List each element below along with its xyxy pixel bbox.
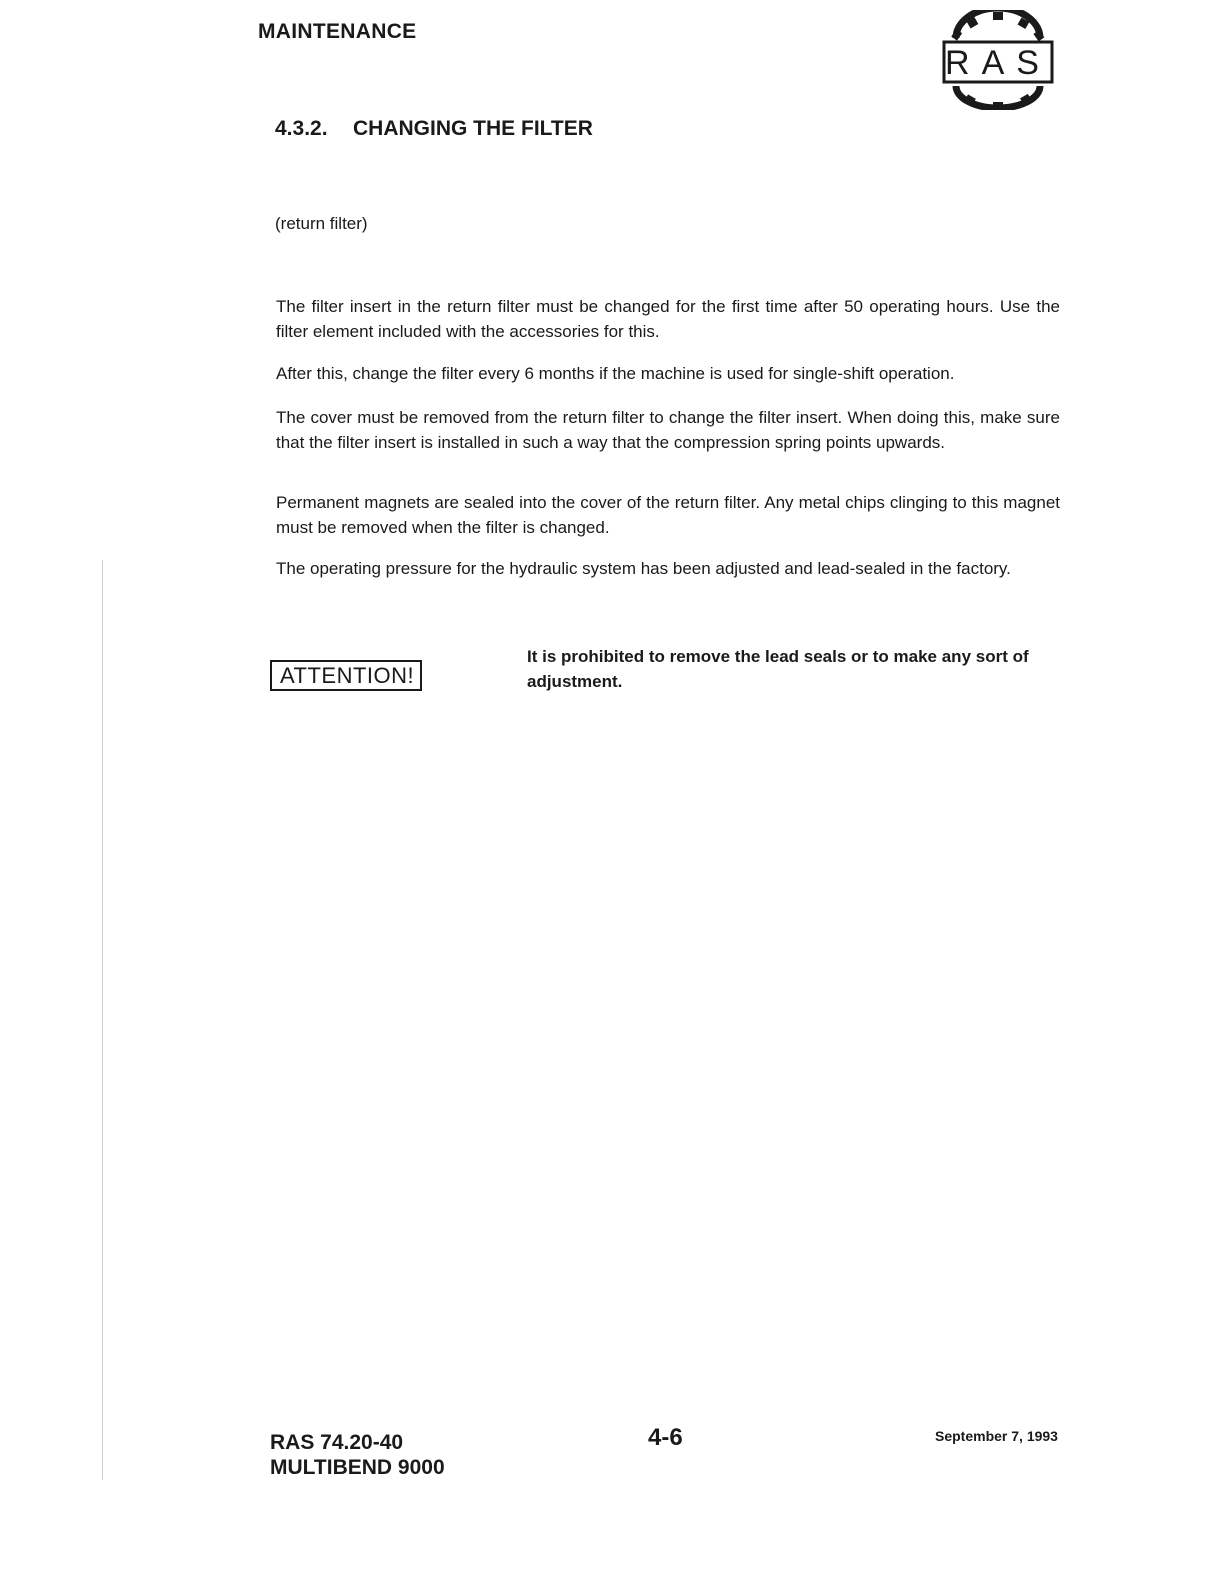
- attention-label: ATTENTION!: [270, 660, 422, 691]
- footer-product: MULTIBEND 9000: [270, 1456, 445, 1479]
- section-title: CHANGING THE FILTER: [353, 117, 593, 140]
- scan-binding-line: [102, 560, 103, 1480]
- footer-doc-number: RAS 74.20-40: [270, 1431, 404, 1454]
- paragraph-change-interval: After this, change the filter every 6 months if the machine is used for single-shift operation.: [276, 364, 955, 383]
- paragraph-magnets: Permanent magnets are sealed into the cover of the return filter. Any metal chips clinging to this magnet must be removed when the filter is changed.: [276, 493, 1060, 537]
- attention-text: It is prohibited to remove the lead seals or to make any sort of adjustment.: [527, 647, 1029, 691]
- footer-date: September 7, 1993: [935, 1428, 1058, 1444]
- footer-doc-info: [270, 1430, 445, 1480]
- section-number: 4.3.2.: [275, 117, 328, 140]
- footer-page-number: 4-6: [648, 1424, 683, 1451]
- paragraph-remove-cover: The cover must be removed from the return filter to change the filter insert. When doing this, make sure that the filter insert is installed in such a way that the compression spring points upwards.: [276, 408, 1060, 452]
- section-subtitle: (return filter): [275, 214, 368, 233]
- header-section-label: MAINTENANCE: [258, 20, 417, 43]
- ras-logo: [938, 10, 1058, 110]
- ras-logo-text: RAS: [945, 44, 1051, 82]
- paragraph-first-change: The filter insert in the return filter must be changed for the first time after 50 operating hours. Use the filter element included with the accessories for this.: [276, 297, 1060, 341]
- paragraph-operating-pressure: The operating pressure for the hydraulic system has been adjusted and lead-sealed in the factory.: [276, 559, 1011, 578]
- section-heading: [275, 117, 593, 141]
